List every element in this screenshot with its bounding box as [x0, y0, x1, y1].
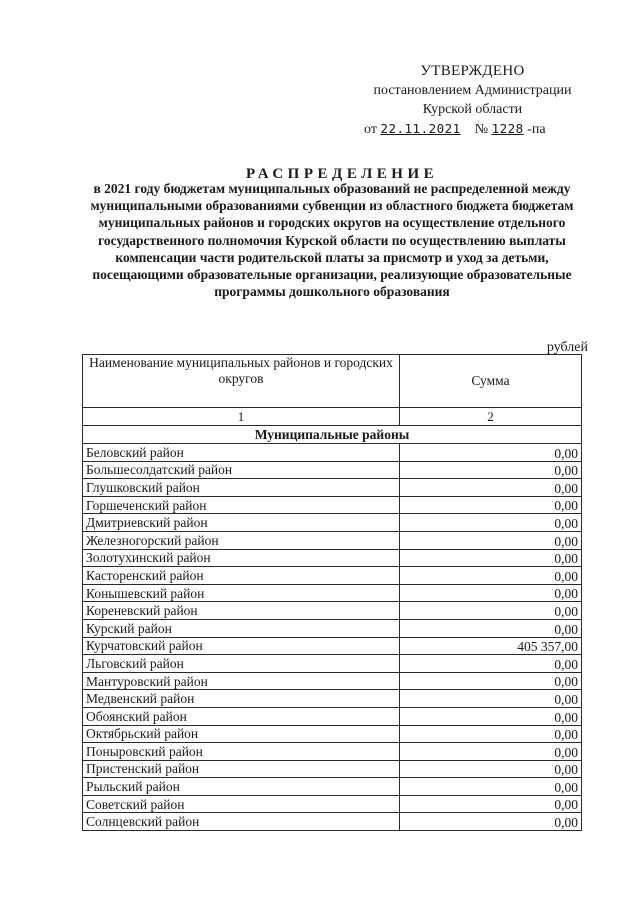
- district-sum: 0,00: [400, 531, 582, 549]
- district-name: Солнцевский район: [83, 813, 400, 831]
- table-row: [83, 444, 582, 462]
- district-name: Советский район: [83, 795, 400, 813]
- district-name: Горшеченский район: [83, 496, 400, 514]
- column-number-row: [83, 408, 582, 426]
- table-row: [83, 496, 582, 514]
- district-sum: 0,00: [400, 602, 582, 620]
- table-row: [83, 795, 582, 813]
- district-sum: 0,00: [400, 813, 582, 831]
- district-sum: 0,00: [400, 584, 582, 602]
- district-sum: 0,00: [400, 725, 582, 743]
- table-row: [83, 567, 582, 585]
- distribution-table: [82, 354, 582, 831]
- table-row: [83, 760, 582, 778]
- district-name: Железногорский район: [83, 531, 400, 549]
- approval-number: 1228: [491, 121, 524, 136]
- approval-stamp: [360, 62, 585, 139]
- district-name: Курский район: [83, 619, 400, 637]
- district-sum: 0,00: [400, 690, 582, 708]
- district-sum: 0,00: [400, 567, 582, 585]
- table-row: [83, 549, 582, 567]
- district-sum: 0,00: [400, 707, 582, 725]
- district-name: Пристенский район: [83, 760, 400, 778]
- district-name: Конышевский район: [83, 584, 400, 602]
- table-row: [83, 813, 582, 831]
- approved-region: Курской области: [422, 102, 523, 117]
- district-name: Поныровский район: [83, 743, 400, 761]
- document-subtitle: в 2021 году бюджетам муниципальных образований не распределенной между муниципальными образованиями субвенции из областного бюджета бюджетам муниципальных районов и городских округов на осуществление отдельного государственного полномочия Курской области по осуществлению выплаты компенсации части родительской платы за присмотр и уход за детьми, посещающими образовательные организации, реализующие образовательные программы дошкольного образования: [90, 181, 574, 300]
- table-row: [83, 778, 582, 796]
- table-row: [83, 707, 582, 725]
- approval-date-line: [360, 119, 585, 139]
- section-row: [83, 426, 582, 444]
- table-row: [83, 479, 582, 497]
- column-number-2: 2: [400, 408, 582, 426]
- table-row: [83, 690, 582, 708]
- district-name: Мантуровский район: [83, 672, 400, 690]
- number-suffix: -па: [527, 122, 546, 137]
- number-label: №: [474, 122, 489, 137]
- approval-date: 22.11.2021: [380, 121, 461, 136]
- district-sum: 0,00: [400, 496, 582, 514]
- district-sum: 0,00: [400, 778, 582, 796]
- district-sum: 0,00: [400, 514, 582, 532]
- district-sum: 0,00: [400, 672, 582, 690]
- district-name: Дмитриевский район: [83, 514, 400, 532]
- header-name-cell: Наименование муниципальных районов и городских округов: [83, 355, 400, 408]
- from-label: от: [364, 122, 377, 137]
- district-sum: 405 357,00: [400, 637, 582, 655]
- table-row: [83, 584, 582, 602]
- district-name: Касторенский район: [83, 567, 400, 585]
- approved-by-line: постановлением Администрации: [373, 83, 572, 98]
- table-row: [83, 619, 582, 637]
- district-sum: 0,00: [400, 479, 582, 497]
- district-sum: 0,00: [400, 549, 582, 567]
- district-sum: 0,00: [400, 760, 582, 778]
- district-sum: 0,00: [400, 743, 582, 761]
- table-row: [83, 725, 582, 743]
- table-row: [83, 461, 582, 479]
- district-name: Беловский район: [83, 444, 400, 462]
- district-name: Большесолдатский район: [83, 461, 400, 479]
- header-sum-cell: Сумма: [400, 355, 582, 408]
- section-title: Муниципальные районы: [83, 426, 582, 444]
- district-sum: 0,00: [400, 795, 582, 813]
- district-name: Октябрьский район: [83, 725, 400, 743]
- district-sum: 0,00: [400, 655, 582, 673]
- district-name: Обоянский район: [83, 707, 400, 725]
- district-sum: 0,00: [400, 444, 582, 462]
- table-row: [83, 743, 582, 761]
- approved-heading: УТВЕРЖДЕНО: [420, 63, 525, 79]
- district-sum: 0,00: [400, 619, 582, 637]
- table-row: [83, 602, 582, 620]
- table-row: [83, 514, 582, 532]
- table-row: [83, 672, 582, 690]
- district-name: Золотухинский район: [83, 549, 400, 567]
- column-number-1: 1: [83, 408, 400, 426]
- table-row: [83, 531, 582, 549]
- district-name: Глушковский район: [83, 479, 400, 497]
- table-row: [83, 637, 582, 655]
- document-title: РАСПРЕДЕЛЕНИЕ: [246, 166, 439, 182]
- units-label: рублей: [546, 340, 588, 355]
- district-name: Курчатовский район: [83, 637, 400, 655]
- district-name: Медвенский район: [83, 690, 400, 708]
- district-name: Льговский район: [83, 655, 400, 673]
- district-name: Кореневский район: [83, 602, 400, 620]
- table-row: [83, 655, 582, 673]
- district-name: Рыльский район: [83, 778, 400, 796]
- district-sum: 0,00: [400, 461, 582, 479]
